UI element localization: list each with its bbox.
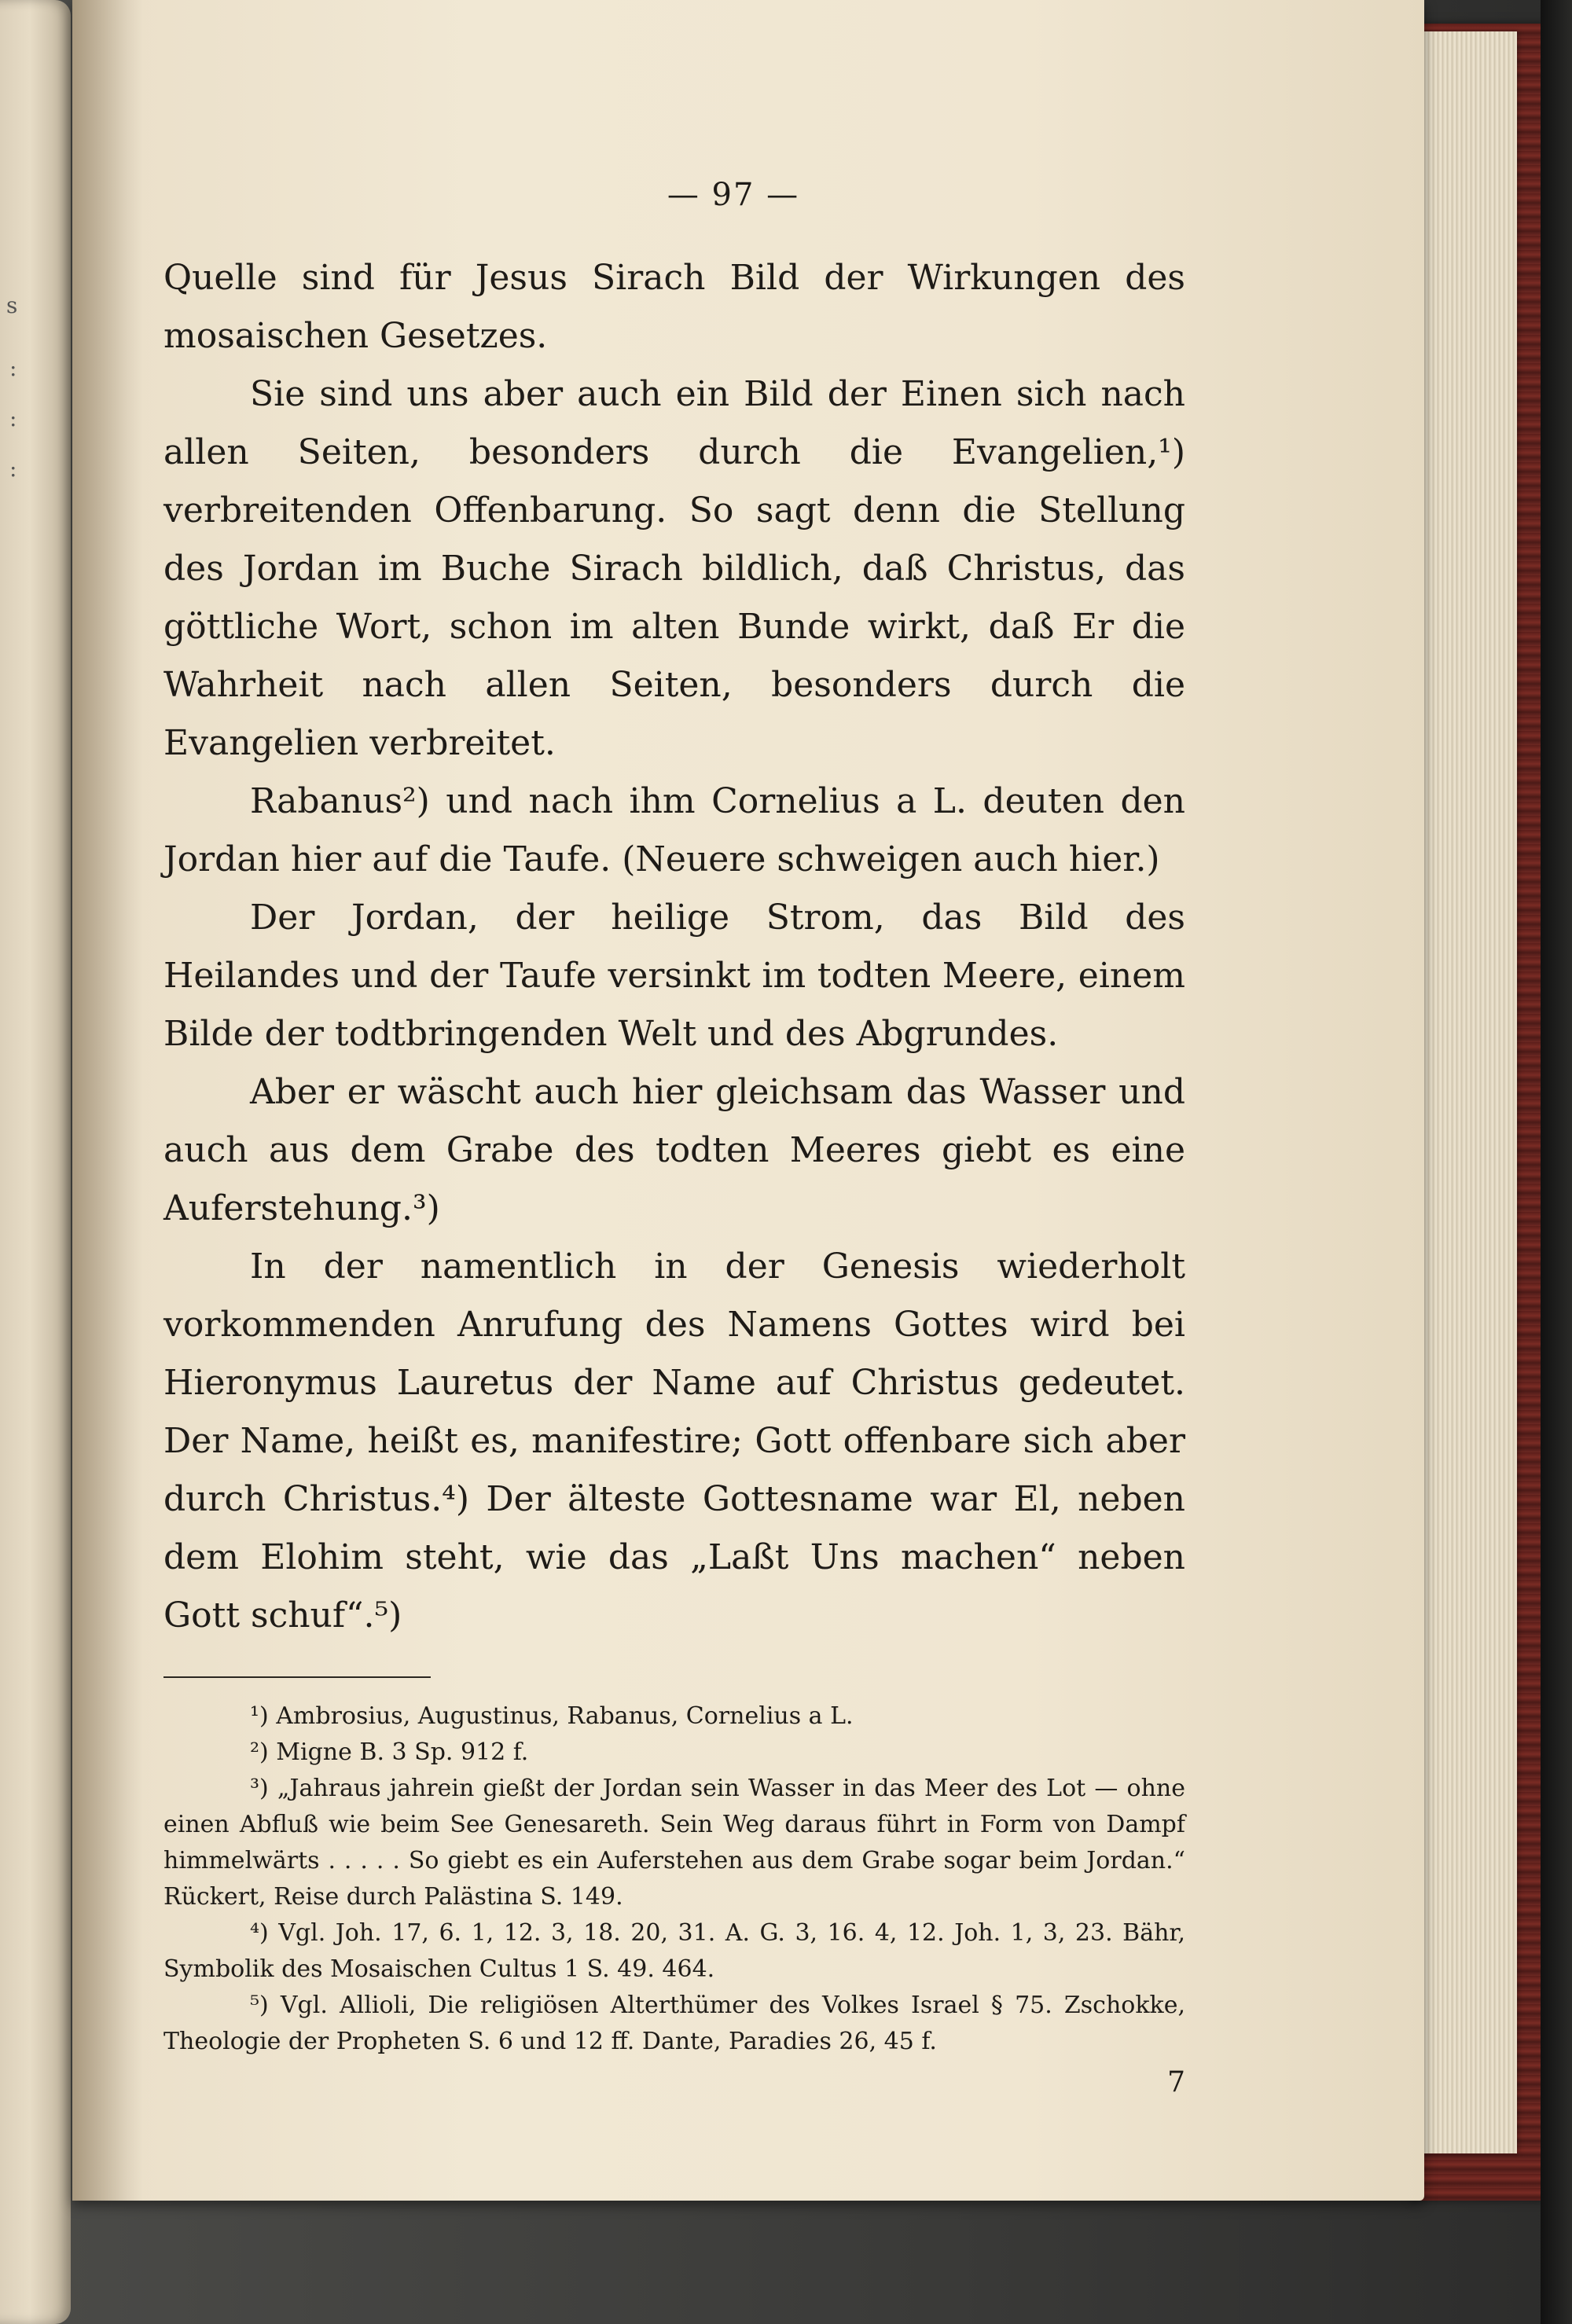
paragraph: Der Jordan, der heilige Strom, das Bild des Heilandes und der Taufe versinkt im todten Meere, einem Bilde der todtbringenden Welt und des Abgrundes.: [163, 898, 1185, 1054]
margin-mark: :: [9, 406, 17, 431]
page-number: — 97 —: [667, 177, 800, 213]
gutter-shadow: [72, 0, 143, 2201]
margin-mark: :: [9, 456, 17, 482]
footnote: ⁵) Vgl. Allioli, Die religiösen Alterthümer des Volkes Israel § 75. Zschokke, Theologie der Propheten S. 6 und 12 ff. Dante, Paradies 26, 45 f.: [163, 1992, 1185, 2055]
footnotes: [163, 1698, 1185, 2060]
signature-mark: 7: [1167, 2066, 1185, 2098]
footnote-divider: [163, 1676, 431, 1678]
footnote: ²) Migne B. 3 Sp. 912 f.: [250, 1738, 529, 1766]
footnote: ⁴) Vgl. Joh. 17, 6. 1, 12. 3, 18. 20, 31. A. G. 3, 16. 4, 12. Joh. 1, 3, 23. Bähr, Symbolik des Mosaischen Cultus 1 S. 49. 464.: [163, 1919, 1185, 1983]
margin-mark: :: [9, 355, 17, 381]
paragraph: Rabanus²) und nach ihm Cornelius a L. deuten den Jordan hier auf die Taufe. (Neuere schweigen auch hier.): [163, 781, 1185, 879]
paragraph: Aber er wäscht auch hier gleichsam das Wasser und auch aus dem Grabe des todten Meeres giebt es eine Auferstehung.³): [163, 1072, 1185, 1228]
paragraph: Sie sind uns aber auch ein Bild der Einen sich nach allen Seiten, besonders durch die Evangelien,¹) verbreitenden Offenbarung. So sagt denn die Stellung des Jordan im Buche Sirach bildlich, daß Christus, das göttliche Wort, schon im alten Bunde wirkt, daß Er die Wahrheit nach allen Seiten, besonders durch die Evangelien verbreitet.: [163, 374, 1185, 763]
page-block-edges: [1415, 31, 1517, 2153]
facing-page-edge: [0, 0, 71, 2324]
paragraph-continuation: Quelle sind für Jesus Sirach Bild der Wirkungen des mosaischen Gesetzes.: [163, 258, 1185, 356]
footnote: ³) „Jahraus jahrein gießt der Jordan sein Wasser in das Meer des Lot — ohne einen Abfluß wie beim See Genesareth. Sein Weg daraus führt in Form von Dampf himmelwärts . . . . . So giebt es ein Auferstehen aus dem Grabe sogar beim Jordan.“ Rückert, Reise durch Palästina S. 149.: [163, 1775, 1185, 1911]
body-text: [163, 249, 1185, 1645]
margin-mark: s: [6, 292, 18, 318]
cover-edge: [1541, 0, 1572, 2324]
footnote: ¹) Ambrosius, Augustinus, Rabanus, Cornelius a L.: [250, 1702, 854, 1730]
paragraph: In der namentlich in der Genesis wiederholt vorkommenden Anrufung des Namens Gottes wird bei Hieronymus Lauretus der Name auf Christus gedeutet. Der Name, heißt es, manifestire; Gott offenbare sich aber durch Christus.⁴) Der älteste Gottesname war El, neben dem Elohim steht, wie das „Laßt Uns machen“ neben Gott schuf“.⁵): [163, 1246, 1185, 1636]
page-content: [163, 177, 1185, 2098]
